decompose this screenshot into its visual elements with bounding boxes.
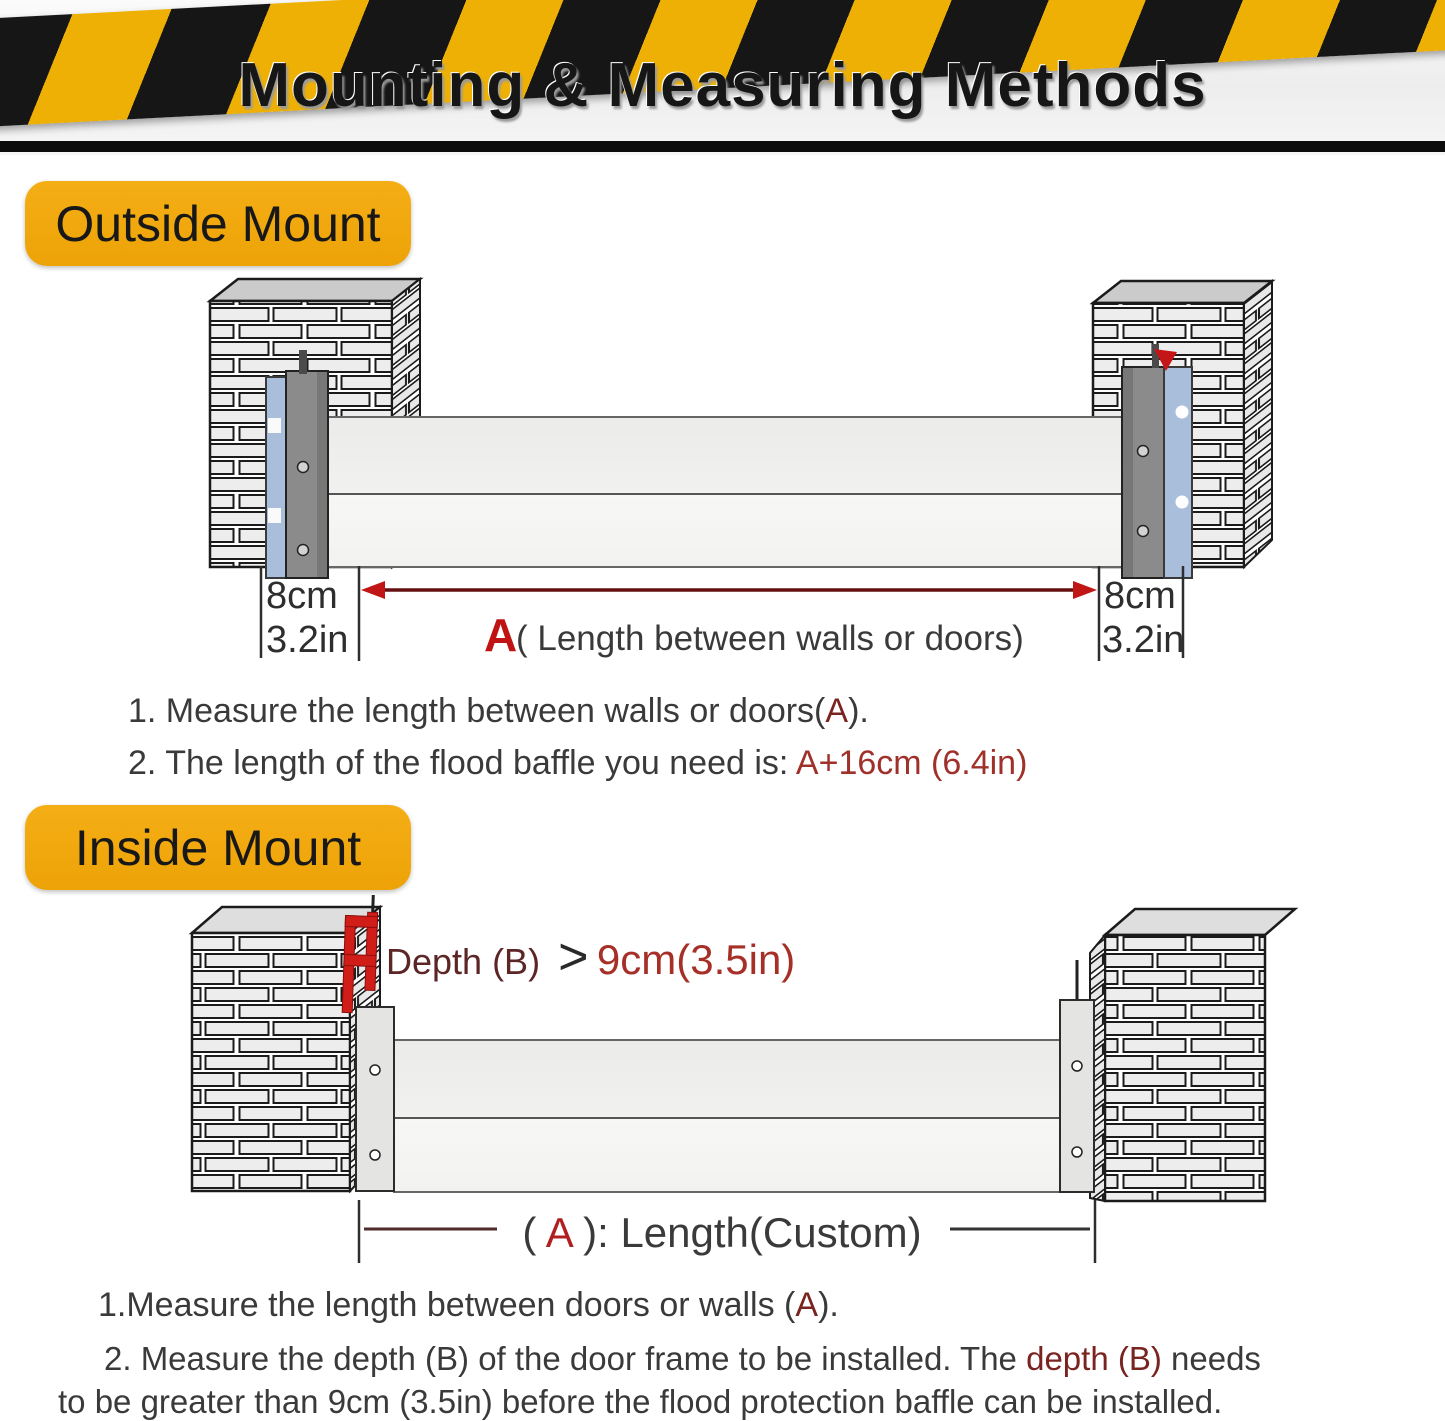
outside-step-1	[128, 692, 869, 731]
inside-step-2-continued: to be greater than 9cm (3.5in) before the flood protection baffle can be installed.	[58, 1383, 1223, 1420]
banner	[0, 0, 1445, 155]
inside-step-1-text: 1.Measure the length between doors or walls (	[98, 1286, 796, 1324]
right-offset-in: 3.2in	[1102, 619, 1185, 661]
span-label-a: A	[484, 609, 518, 661]
depth-label	[386, 928, 795, 986]
inside-left-bracket	[356, 1007, 394, 1191]
inside-step-1	[98, 1286, 839, 1325]
span-arrow	[361, 581, 1097, 599]
outside-step-2-text: 2. The length of the flood baffle you need is:	[128, 744, 796, 782]
greater-than-sign: >	[558, 928, 589, 986]
inside-measurement	[359, 1200, 1095, 1263]
outside-step-1-a: A	[825, 692, 849, 730]
left-offset-cm: 8cm	[266, 575, 338, 617]
outside-step-1-end: ).	[848, 692, 869, 730]
outside-step-1-text: 1. Measure the length between walls or doors(	[128, 692, 826, 730]
length-label-open: (	[522, 1209, 537, 1256]
inside-right-pillar	[1090, 909, 1295, 1201]
span-label-text: ( Length between walls or doors)	[516, 619, 1024, 658]
inside-step-2-depth: depth (B)	[1026, 1340, 1162, 1377]
inside-step-2-line-2	[58, 1383, 1222, 1421]
inside-mount-badge	[25, 805, 411, 890]
outside-step-2	[128, 744, 1027, 783]
flood-baffle-panel	[303, 417, 1135, 567]
page-title: Mounting & Measuring Methods	[238, 51, 1207, 120]
right-offset-cm: 8cm	[1104, 575, 1176, 617]
inside-mount-diagram	[150, 895, 1320, 1275]
outside-right-bracket	[1122, 344, 1192, 578]
length-label	[522, 1209, 921, 1256]
inside-flood-baffle-panel	[394, 1040, 1060, 1192]
depth-label-text: Depth (B)	[386, 941, 551, 982]
outside-step-2-formula: A+16cm (6.4in)	[795, 744, 1028, 782]
inside-mount-badge-label: Inside Mount	[74, 819, 362, 876]
inside-step-2-text: 2. Measure the depth (B) of the door frame to be installed. The	[104, 1340, 1027, 1377]
inside-step-1-end: ).	[818, 1286, 839, 1324]
left-offset-in: 3.2in	[266, 619, 349, 661]
depth-value: 9cm(3.5in)	[596, 936, 796, 983]
outside-mount-diagram	[150, 262, 1320, 682]
inside-step-2-end: needs	[1161, 1340, 1261, 1377]
inside-step-1-a: A	[795, 1286, 819, 1324]
length-label-a: A	[545, 1209, 572, 1256]
length-label-text: ): Length(Custom)	[583, 1209, 922, 1256]
outside-mount-badge-label: Outside Mount	[55, 195, 381, 252]
banner-divider-bar	[0, 141, 1445, 152]
inside-step-2-line-1	[104, 1340, 1261, 1378]
outside-left-bracket	[266, 350, 328, 578]
outside-mount-badge	[25, 181, 411, 266]
inside-right-bracket	[1060, 960, 1094, 1192]
